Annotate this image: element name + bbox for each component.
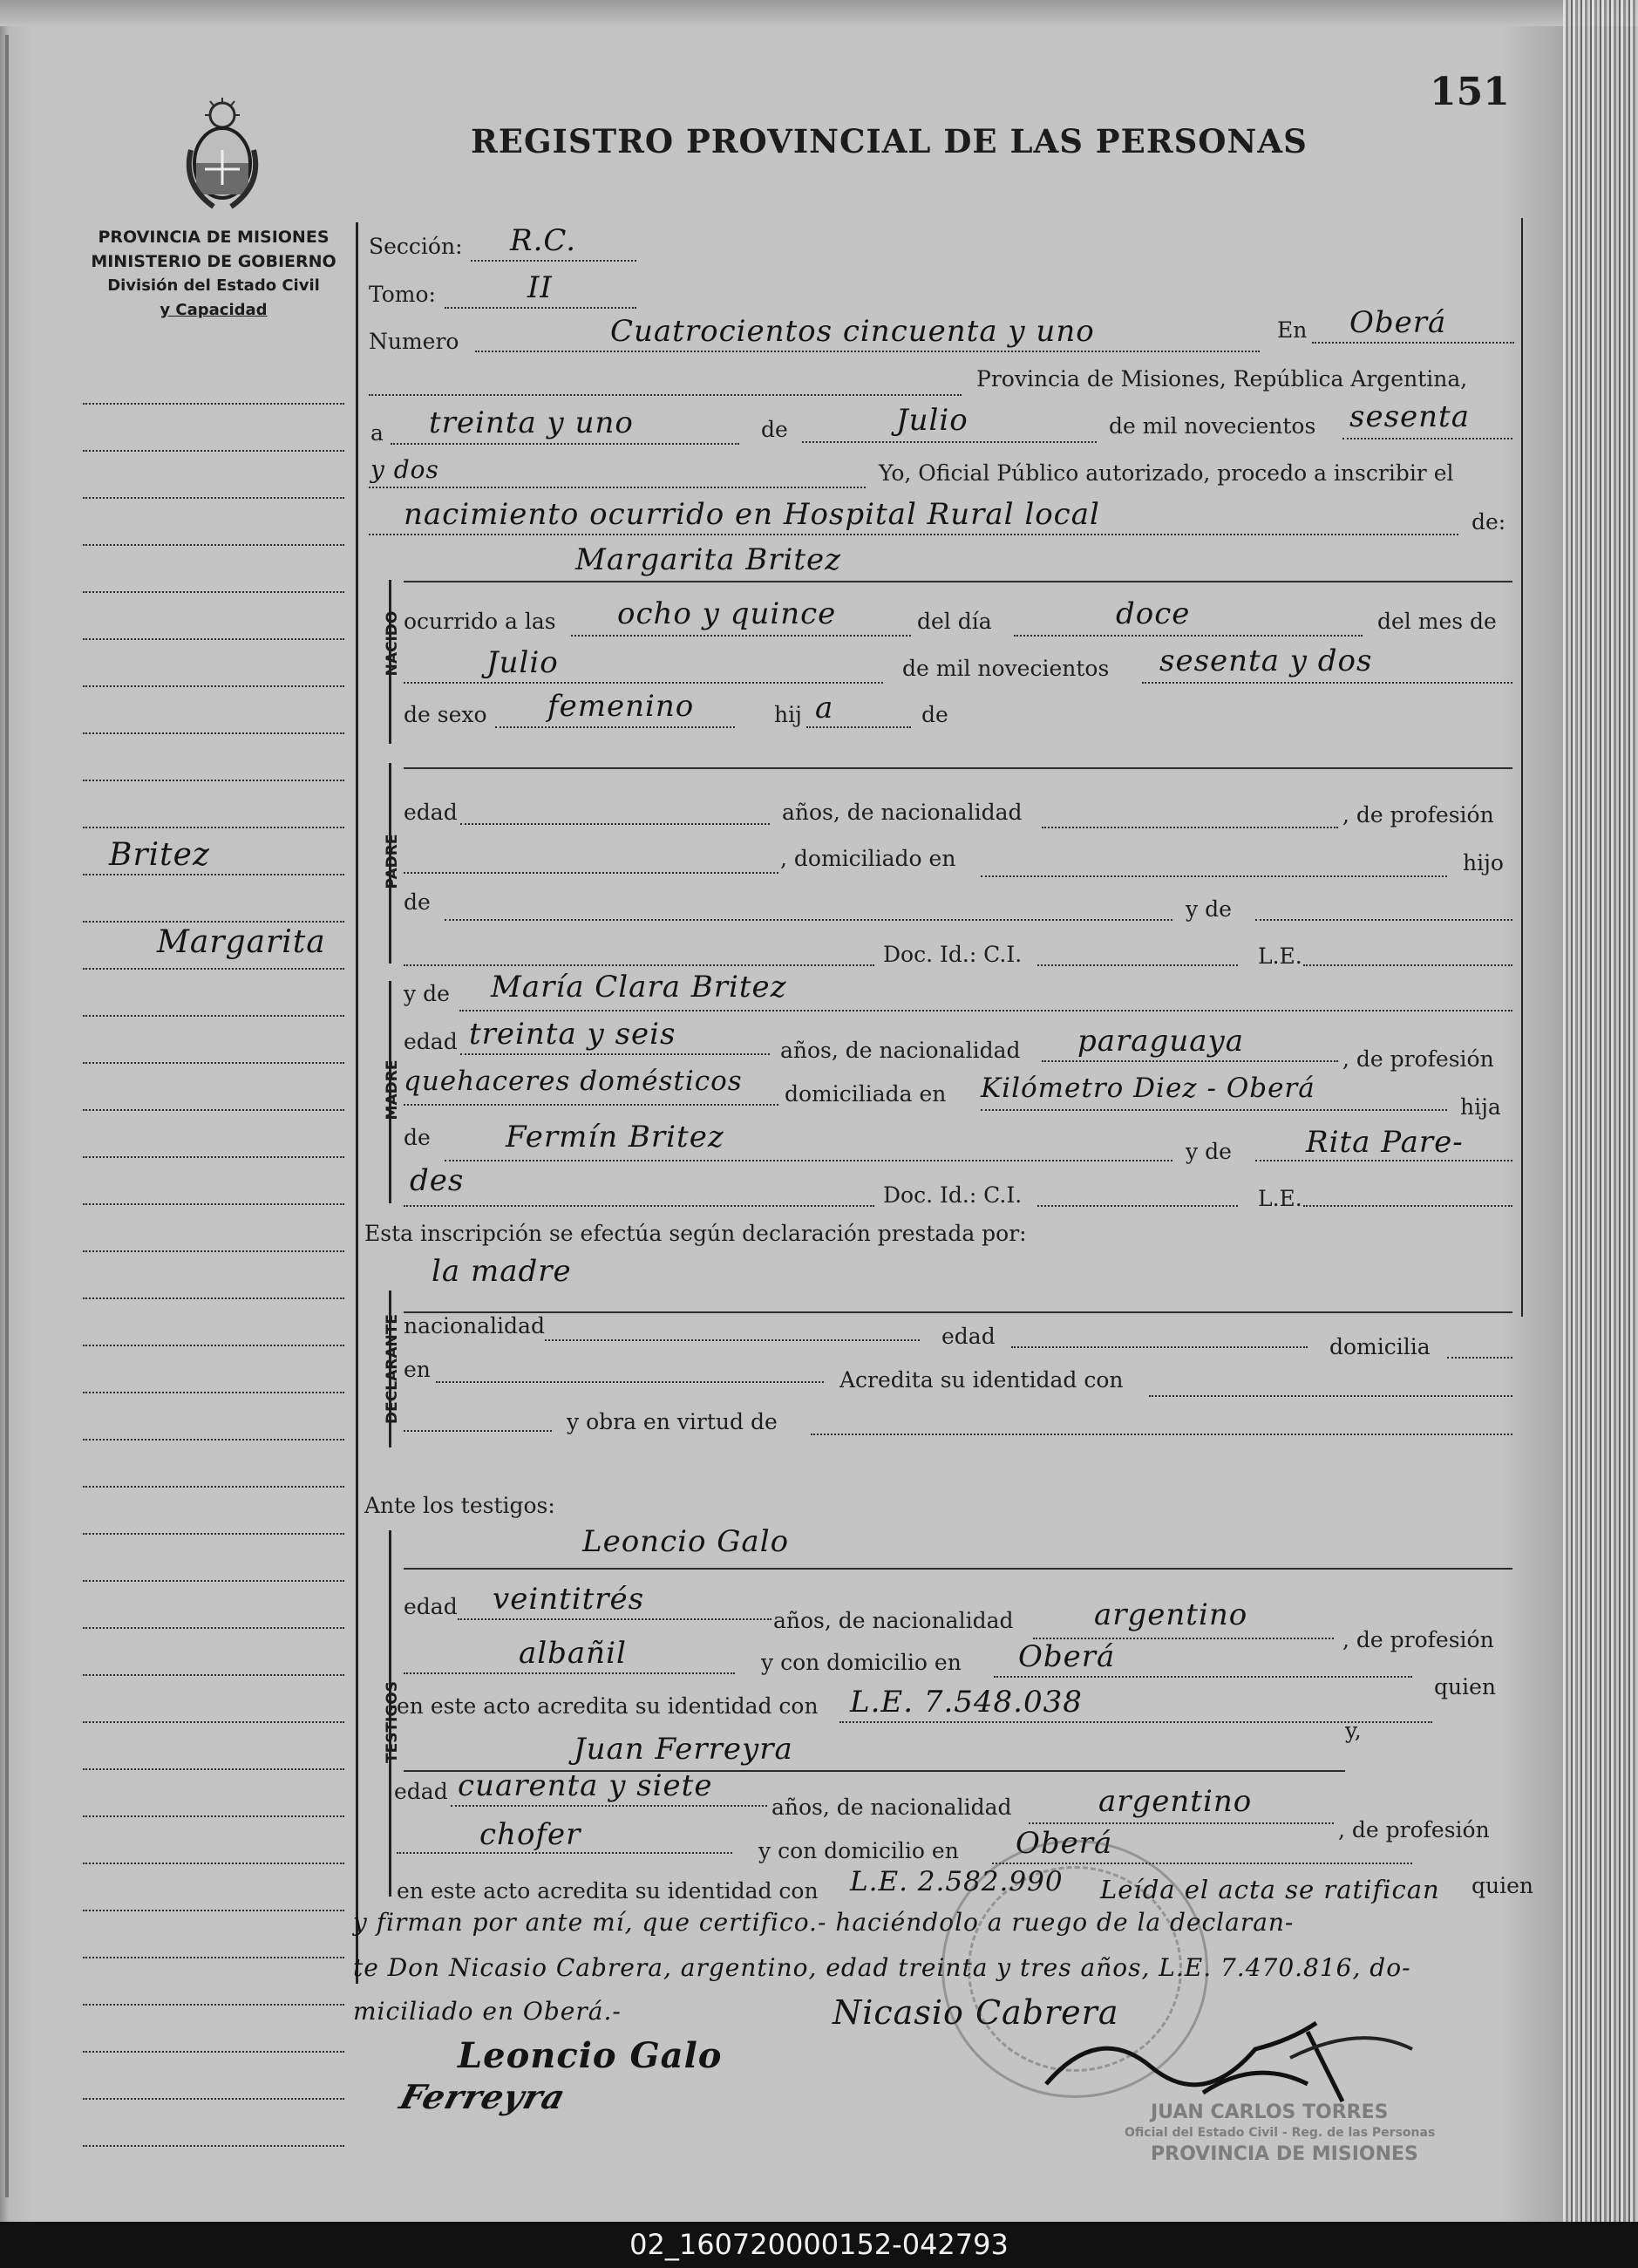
- label-le-padre: L.E.: [1258, 943, 1302, 969]
- rule: [460, 1053, 770, 1055]
- margin-rule: [83, 1156, 344, 1158]
- value-madre-domicilio: Kilómetro Diez - Oberá: [981, 1073, 1315, 1104]
- value-anio-nac: sesenta y dos: [1159, 644, 1373, 678]
- rule: [545, 1339, 920, 1341]
- signature-galo: Leoncio Galo: [458, 2035, 723, 2076]
- rule: [811, 1434, 1512, 1435]
- rule: [458, 1618, 771, 1620]
- section-nacido: NACIDO: [384, 610, 401, 677]
- label-prof-padre: , de profesión: [1342, 802, 1494, 828]
- label-prof-t1: , de profesión: [1342, 1627, 1494, 1652]
- label-mil-nac: de mil novecientos: [902, 656, 1110, 681]
- margin-rule: [83, 827, 344, 828]
- label-tomo: Tomo:: [369, 282, 436, 307]
- label-edad-madre: edad: [404, 1029, 458, 1054]
- label-quien-t1: quien: [1434, 1674, 1496, 1699]
- rule: [404, 964, 874, 966]
- label-quien-t2: quien: [1471, 1873, 1533, 1898]
- value-madre-nombre: María Clara Britez: [491, 970, 787, 1005]
- label-en: En: [1277, 317, 1308, 343]
- margin-rule: [83, 685, 344, 687]
- rule: [445, 1160, 1172, 1161]
- rule: [404, 1568, 1512, 1570]
- margin-rule: [83, 1015, 344, 1017]
- margin-rule: [83, 968, 344, 970]
- margin-rule: [83, 1486, 344, 1488]
- margin-rule: [83, 403, 344, 405]
- stamp-name: JUAN CARLOS TORRES: [1151, 2101, 1389, 2123]
- issuer-division: División del Estado Civil: [107, 276, 320, 295]
- rule: [404, 1672, 735, 1674]
- margin-rule: [83, 1815, 344, 1817]
- margin-rule: [83, 1910, 344, 1911]
- label-numero: Numero: [369, 329, 459, 354]
- value-testigo1-profesion: albañil: [519, 1636, 627, 1671]
- main-vertical-rule: [356, 222, 358, 1984]
- label-edad-t1: edad: [404, 1594, 458, 1619]
- rule: [981, 1109, 1447, 1111]
- label-de-padre: de: [404, 889, 431, 915]
- margin-rule: [83, 1533, 344, 1535]
- value-testigo1-edad: veintitrés: [493, 1582, 645, 1617]
- label-y-de-madre: y de: [404, 981, 450, 1006]
- margin-rule: [83, 1439, 344, 1440]
- section-testigos: TESTIGOS: [384, 1680, 401, 1764]
- value-declarante: la madre: [432, 1254, 572, 1289]
- margin-surname: Britez: [109, 837, 210, 873]
- value-mes: Julio: [896, 403, 969, 438]
- value-testigo2-doc: L.E. 2.582.990: [850, 1866, 1064, 1897]
- value-madre-madre-b: des: [410, 1163, 465, 1198]
- label-en-decl: en: [404, 1357, 431, 1382]
- rule: [1312, 342, 1514, 344]
- margin-rule: [83, 2145, 344, 2147]
- label-domic-padre: , domiciliado en: [780, 846, 956, 871]
- coat-of-arms-icon: [179, 98, 266, 220]
- label-de-colon: de:: [1471, 509, 1506, 535]
- rule: [1037, 964, 1238, 966]
- value-anio-b: y dos: [370, 455, 439, 484]
- margin-rule: [83, 1957, 344, 1958]
- label-doc-padre: Doc. Id.: C.I.: [883, 942, 1023, 967]
- rule: [1447, 1357, 1512, 1359]
- margin-rule: [83, 921, 344, 923]
- label-del-dia: del día: [917, 609, 992, 634]
- label-prof-t2: , de profesión: [1338, 1817, 1490, 1842]
- label-acredita-t2: en este acto acredita su identidad con: [397, 1878, 819, 1904]
- issuer-block: [83, 225, 344, 323]
- rule: [981, 875, 1447, 877]
- rule: [404, 1205, 874, 1207]
- label-nac-madre: años, de nacionalidad: [780, 1038, 1021, 1063]
- page-number: 151: [1430, 70, 1510, 114]
- issuer-capacity: y Capacidad: [160, 301, 268, 319]
- label-de: de: [761, 417, 788, 442]
- label-y-de-madre-2: y de: [1186, 1139, 1232, 1164]
- rule: [404, 1104, 778, 1106]
- label-prof-madre: , de profesión: [1342, 1046, 1494, 1072]
- rule: [1255, 919, 1512, 921]
- label-le-madre: L.E.: [1258, 1186, 1302, 1211]
- value-testigo1-doc: L.E. 7.548.038: [850, 1685, 1083, 1720]
- margin-rule: [83, 1863, 344, 1864]
- margin-rule: [83, 1627, 344, 1629]
- value-numero: Cuatrocientos cincuenta y uno: [610, 314, 1095, 349]
- margin-rule: [83, 1392, 344, 1393]
- label-y-de-padre: y de: [1186, 896, 1232, 922]
- value-en: Oberá: [1349, 305, 1447, 340]
- rule: [1342, 438, 1512, 439]
- label-de-madre: de: [404, 1125, 431, 1150]
- value-testigo2-domicilio: Oberá: [1016, 1826, 1113, 1861]
- rule: [459, 1010, 1512, 1011]
- label-domic-t1: y con domicilio en: [761, 1650, 962, 1675]
- rule: [1037, 1205, 1238, 1207]
- margin-rule: [83, 1721, 344, 1723]
- rule: [571, 635, 911, 637]
- margin-rule: [83, 780, 344, 781]
- rule: [404, 581, 1512, 582]
- value-anio-a: sesenta: [1349, 399, 1470, 434]
- label-acredita: Acredita su identidad con: [839, 1367, 1124, 1393]
- value-madre-madre-a: Rita Pare-: [1306, 1125, 1464, 1160]
- label-domic-madre: domiciliada en: [785, 1081, 947, 1107]
- rule: [802, 441, 1097, 443]
- label-yo: Yo, Oficial Público autorizado, procedo a inscribir el: [879, 460, 1454, 486]
- label-sexo: de sexo: [404, 702, 487, 727]
- label-esta-inscripcion: Esta inscripción se efectúa según declaración prestada por:: [364, 1221, 1027, 1246]
- page-title: REGISTRO PROVINCIAL DE LAS PERSONAS: [471, 122, 1308, 160]
- value-testigo1-nacionalidad: argentino: [1094, 1597, 1248, 1632]
- label-del-mes: del mes de: [1377, 609, 1497, 634]
- right-vertical-rule: [1521, 218, 1523, 1317]
- rule: [1149, 1395, 1512, 1397]
- label-seccion: Sección:: [369, 234, 463, 259]
- section-declarante: DECLARANTE: [384, 1314, 401, 1424]
- margin-rule: [83, 1109, 344, 1111]
- value-nacimiento: nacimiento ocurrido en Hospital Rural local: [404, 497, 1100, 532]
- rule: [1042, 1060, 1338, 1062]
- signature-cabrera: Nicasio Cabrera: [833, 1993, 1119, 2032]
- value-testigo2-nombre: Juan Ferreyra: [574, 1732, 793, 1767]
- label-y-obra: y obra en virtud de: [567, 1409, 778, 1434]
- value-tomo: II: [527, 270, 553, 305]
- label-domicilia: domicilia: [1329, 1334, 1431, 1359]
- margin-given-name: Margarita: [157, 924, 326, 960]
- issuer-ministry: MINISTERIO DE GOBIERNO: [91, 252, 336, 271]
- margin-rule: [83, 1674, 344, 1676]
- value-madre-edad: treinta y seis: [469, 1017, 676, 1052]
- value-cierre-4: miciliado en Oberá.-: [353, 1997, 622, 2026]
- rule: [806, 726, 911, 728]
- label-ante-testigos: Ante los testigos:: [364, 1493, 555, 1518]
- value-dia-nac: doce: [1116, 596, 1191, 631]
- value-sexo: femenino: [547, 689, 695, 724]
- stamp-title: Oficial del Estado Civil - Reg. de las Personas: [1125, 2126, 1436, 2140]
- rule: [397, 1852, 732, 1854]
- rule: [436, 1381, 824, 1383]
- margin-rule: [83, 1345, 344, 1346]
- rule: [445, 307, 636, 309]
- margin-rule: [83, 1062, 344, 1064]
- section-madre: MADRE: [384, 1059, 401, 1120]
- official-signature-icon: [1029, 2006, 1430, 2110]
- rule: [404, 872, 778, 874]
- label-y-comma: y,: [1345, 1718, 1362, 1743]
- label-acredita-t1: en este acto acredita su identidad con: [397, 1693, 819, 1719]
- value-hij-suffix: a: [815, 691, 834, 725]
- left-binding-rule: [5, 35, 9, 2197]
- margin-rule: [83, 1203, 344, 1205]
- rule: [994, 1676, 1412, 1678]
- margin-rule: [83, 638, 344, 640]
- rule: [391, 443, 739, 445]
- label-domic-t2: y con domicilio en: [758, 1838, 959, 1863]
- label-doc-madre: Doc. Id.: C.I.: [883, 1182, 1023, 1208]
- value-testigo2-edad: cuarenta y siete: [458, 1768, 713, 1803]
- rule: [404, 1311, 1512, 1313]
- label-provincia: Provincia de Misiones, República Argentina,: [976, 366, 1468, 392]
- scan-reference-code: 02_160720000152-042793: [0, 2222, 1638, 2268]
- rule: [1303, 1205, 1512, 1207]
- label-ocurrido: ocurrido a las: [404, 609, 556, 634]
- value-madre-nacionalidad: paraguaya: [1077, 1024, 1244, 1059]
- section-padre: PADRE: [384, 834, 401, 889]
- value-dia: treinta y uno: [429, 405, 634, 440]
- rule: [445, 919, 1172, 921]
- margin-rule: [83, 544, 344, 546]
- margin-rule: [83, 497, 344, 499]
- rule: [1014, 635, 1363, 637]
- rule: [839, 1721, 1432, 1723]
- margin-rule: [83, 1297, 344, 1299]
- label-edad-t2: edad: [394, 1779, 448, 1804]
- value-testigo2-nacionalidad: argentino: [1098, 1784, 1253, 1819]
- rule: [471, 260, 636, 262]
- rule: [451, 1805, 767, 1807]
- label-edad-decl: edad: [941, 1324, 996, 1349]
- label-hij: hij: [774, 702, 802, 727]
- rule: [404, 682, 883, 684]
- label-nac-padre: años, de nacionalidad: [782, 800, 1023, 825]
- page-binding-shadow: [0, 0, 1638, 26]
- value-testigo2-profesion: chofer: [479, 1817, 581, 1852]
- rule: [1029, 1822, 1334, 1824]
- rule: [369, 487, 866, 488]
- value-seccion: R.C.: [510, 223, 577, 258]
- stamp-province: PROVINCIA DE MISIONES: [1151, 2143, 1418, 2165]
- label-a: a: [370, 420, 384, 446]
- rule: [369, 394, 962, 396]
- margin-rule: [83, 591, 344, 593]
- margin-rule: [83, 1250, 344, 1252]
- page-edges: [1563, 0, 1638, 2222]
- rule: [1142, 682, 1512, 684]
- value-cierre-3: te Don Nicasio Cabrera, argentino, edad treinta y tres años, L.E. 7.470.816, do-: [353, 1953, 1411, 1982]
- value-mes-nac: Julio: [486, 645, 559, 680]
- value-cierre-1: Leída el acta se ratifican: [1100, 1875, 1440, 1904]
- rule: [1011, 1346, 1308, 1348]
- label-mil: de mil novecientos: [1109, 413, 1316, 439]
- margin-rule: [83, 2051, 344, 2053]
- margin-rule: [83, 2098, 344, 2100]
- rule: [475, 351, 1260, 352]
- margin-rule: [83, 1768, 344, 1770]
- rule: [1042, 827, 1338, 828]
- label-de-nac: de: [921, 702, 948, 727]
- margin-rule: [83, 874, 344, 875]
- value-madre-profesion: quehaceres domésticos: [404, 1066, 743, 1097]
- issuer-province: PROVINCIA DE MISIONES: [98, 228, 330, 247]
- margin-rule: [83, 1580, 344, 1582]
- rule: [460, 823, 770, 825]
- value-testigo1-domicilio: Oberá: [1018, 1639, 1116, 1674]
- rule: [1303, 964, 1512, 966]
- rule: [404, 1430, 552, 1432]
- value-madre-padre: Fermín Britez: [506, 1120, 724, 1154]
- rule: [369, 534, 1458, 535]
- value-nombre: Margarita Britez: [575, 542, 842, 577]
- signature-ferreyra: Ferreyra: [395, 2077, 571, 2116]
- rule: [404, 767, 1512, 769]
- value-cierre-2: y firman por ante mí, que certifico.- haciéndolo a ruego de la declaran-: [353, 1908, 1295, 1937]
- rule: [495, 726, 735, 728]
- margin-rule: [83, 732, 344, 734]
- value-testigo1-nombre: Leoncio Galo: [582, 1524, 790, 1559]
- rule: [1255, 1160, 1512, 1161]
- label-nac-t1: años, de nacionalidad: [773, 1608, 1014, 1633]
- label-hija: hija: [1460, 1094, 1501, 1120]
- margin-rule: [83, 450, 344, 452]
- label-edad-padre: edad: [404, 800, 458, 825]
- value-hora: ocho y quince: [617, 596, 837, 631]
- margin-rule: [83, 2004, 344, 2006]
- label-nacionalidad-decl: nacionalidad: [404, 1313, 545, 1338]
- label-hijo: hijo: [1463, 850, 1504, 875]
- label-nac-t2: años, de nacionalidad: [771, 1795, 1012, 1820]
